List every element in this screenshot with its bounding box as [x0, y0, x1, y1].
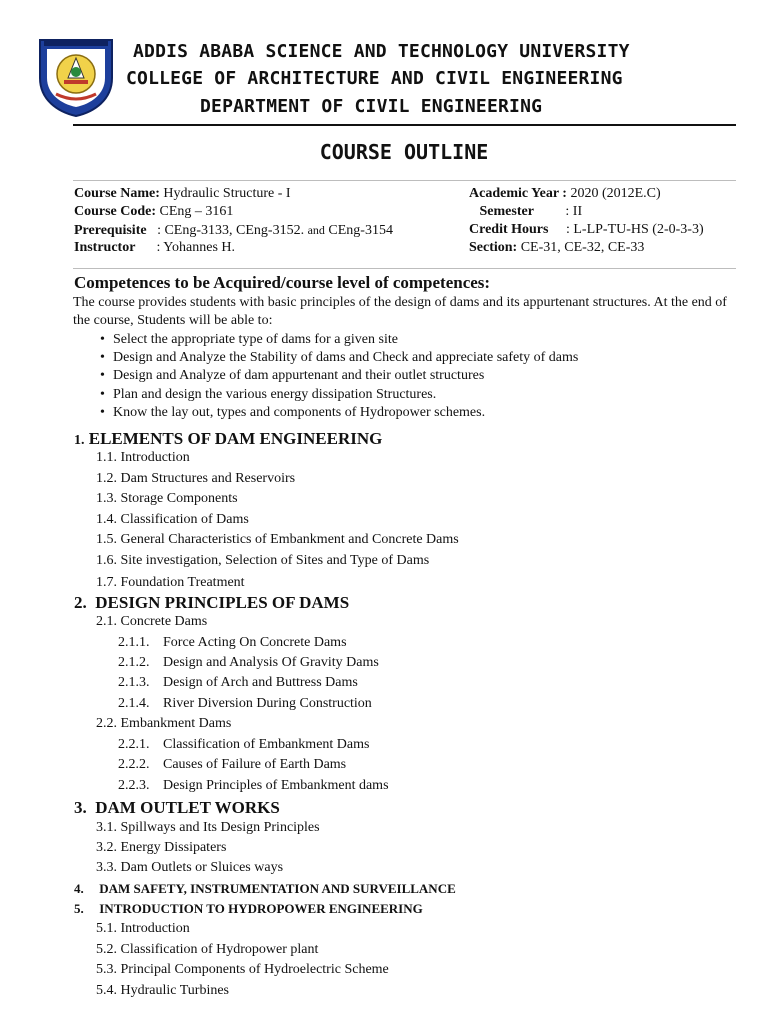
academic-year-value: 2020 (2012E.C) — [570, 186, 661, 201]
semester-label: Semester — [479, 204, 534, 219]
competences-heading: Competences to be Acquired/course level of competences: — [74, 273, 491, 292]
outline-item: 1.3. Storage Components — [96, 491, 238, 506]
course-code-value: CEng – 3161 — [159, 204, 234, 219]
section-4-heading: 4. DAM SAFETY, INSTRUMENTATION AND SURVEILLANCE — [74, 881, 456, 896]
outline-item: 3.2. Energy Dissipaters — [96, 840, 227, 855]
document-header — [0, 0, 768, 124]
outline-item: 3.1. Spillways and Its Design Principles — [96, 820, 320, 835]
outline-item: 1.5. General Characteristics of Embankment and Concrete Dams — [96, 532, 459, 547]
list-item: • Select the appropriate type of dams for a given site — [100, 332, 398, 347]
course-info-right — [469, 185, 704, 257]
outline-subitem: 2.2.2. Causes of Failure of Earth Dams — [118, 757, 347, 772]
course-name-label: Course Name: — [74, 186, 160, 201]
outline-item: 5.1. Introduction — [96, 921, 190, 936]
section-label: Section: — [469, 240, 518, 255]
section-5-heading: 5. INTRODUCTION TO HYDROPOWER ENGINEERING — [74, 901, 423, 916]
list-item: • Design and Analyze of dam appurtenant and their outlet structures — [100, 368, 485, 384]
prerequisite-label: Prerequisite — [74, 223, 147, 238]
credit-hours-value: : L-LP-TU-HS (2-0-3-3) — [565, 222, 704, 237]
outline-subitem: 2.2.3. Design Principles of Embankment dams — [118, 778, 389, 793]
college-name: COLLEGE OF ARCHITECTURE AND CIVIL ENGINEERING — [126, 68, 623, 89]
outline-item: 1.7. Foundation Treatment — [96, 575, 245, 590]
instructor-row — [74, 239, 393, 257]
outline-item: 1.4. Classification of Dams — [96, 512, 249, 527]
instructor-label: Instructor — [74, 240, 136, 255]
outline-item: 1.2. Dam Structures and Reservoirs — [96, 471, 296, 486]
prerequisite-row — [74, 221, 393, 239]
list-item: • Know the lay out, types and components of Hydropower schemes. — [100, 404, 486, 420]
outline-subitem: 2.1.1. Force Acting On Concrete Dams — [118, 635, 347, 650]
info-divider-bottom — [73, 268, 736, 269]
info-divider-top — [73, 180, 736, 181]
credit-hours-label: Credit Hours — [469, 222, 549, 237]
instructor-value: : Yohannes H. — [156, 240, 236, 255]
academic-year-row — [469, 185, 704, 203]
semester-row — [469, 203, 704, 221]
section-1-heading: 1. ELEMENTS OF DAM ENGINEERING — [74, 429, 383, 448]
university-name: ADDIS ABABA SCIENCE AND TECHNOLOGY UNIVERSITY — [133, 41, 630, 62]
outline-item: 5.2. Classification of Hydropower plant — [96, 942, 319, 957]
outline-subitem: 2.1.2. Design and Analysis Of Gravity Dams — [118, 655, 379, 670]
credit-hours-row — [469, 221, 704, 239]
page-title: COURSE OUTLINE — [319, 140, 489, 164]
outline-item: 2.1. Concrete Dams — [96, 614, 208, 629]
university-seal-icon — [34, 34, 118, 118]
section-value: CE-31, CE-32, CE-33 — [520, 240, 645, 255]
academic-year-label: Academic Year : — [469, 186, 567, 201]
outline-subitem: 2.1.4. River Diversion During Construction — [118, 696, 372, 711]
department-name: DEPARTMENT OF CIVIL ENGINEERING — [200, 96, 543, 117]
course-name-row — [74, 185, 393, 203]
outline-item: 5.4. Hydraulic Turbines — [96, 983, 229, 998]
course-name-value: Hydraulic Structure - I — [163, 186, 291, 201]
outline-item: 5.3. Principal Components of Hydroelectric Scheme — [96, 962, 389, 977]
section-row — [469, 239, 704, 257]
competences-intro: The course provides students with basic principles of the design of dams and its appurtenant structures. At the end of the course, Students will be able to: — [73, 295, 727, 328]
outline-item: 1.6. Site investigation, Selection of Sites and Type of Dams — [96, 553, 430, 568]
prerequisite-value-a: : CEng-3133, CEng-3152. — [157, 223, 305, 238]
outline-subitem: 2.2.1. Classification of Embankment Dams — [118, 737, 370, 752]
outline-item: 2.2. Embankment Dams — [96, 716, 232, 731]
outline-item: 1.1. Introduction — [96, 450, 190, 465]
outline-item: 3.3. Dam Outlets or Sluices ways — [96, 860, 284, 875]
section-2-heading: 2. DESIGN PRINCIPLES OF DAMS — [74, 593, 350, 612]
list-item: • Plan and design the various energy dissipation Structures. — [100, 386, 437, 402]
outline-subitem: 2.1.3. Design of Arch and Buttress Dams — [118, 675, 358, 690]
header-divider — [73, 124, 736, 126]
course-code-row — [74, 203, 393, 221]
section-3-heading: 3. DAM OUTLET WORKS — [74, 798, 280, 817]
semester-value: : II — [565, 204, 583, 219]
course-code-label: Course Code: — [74, 204, 157, 219]
list-item: • Design and Analyze the Stability of dams and Check and appreciate safety of dams — [100, 350, 579, 366]
prerequisite-and: and — [307, 223, 325, 237]
course-info-left — [74, 185, 393, 257]
prerequisite-value-b: CEng-3154 — [328, 223, 393, 238]
competences-list — [100, 331, 578, 422]
